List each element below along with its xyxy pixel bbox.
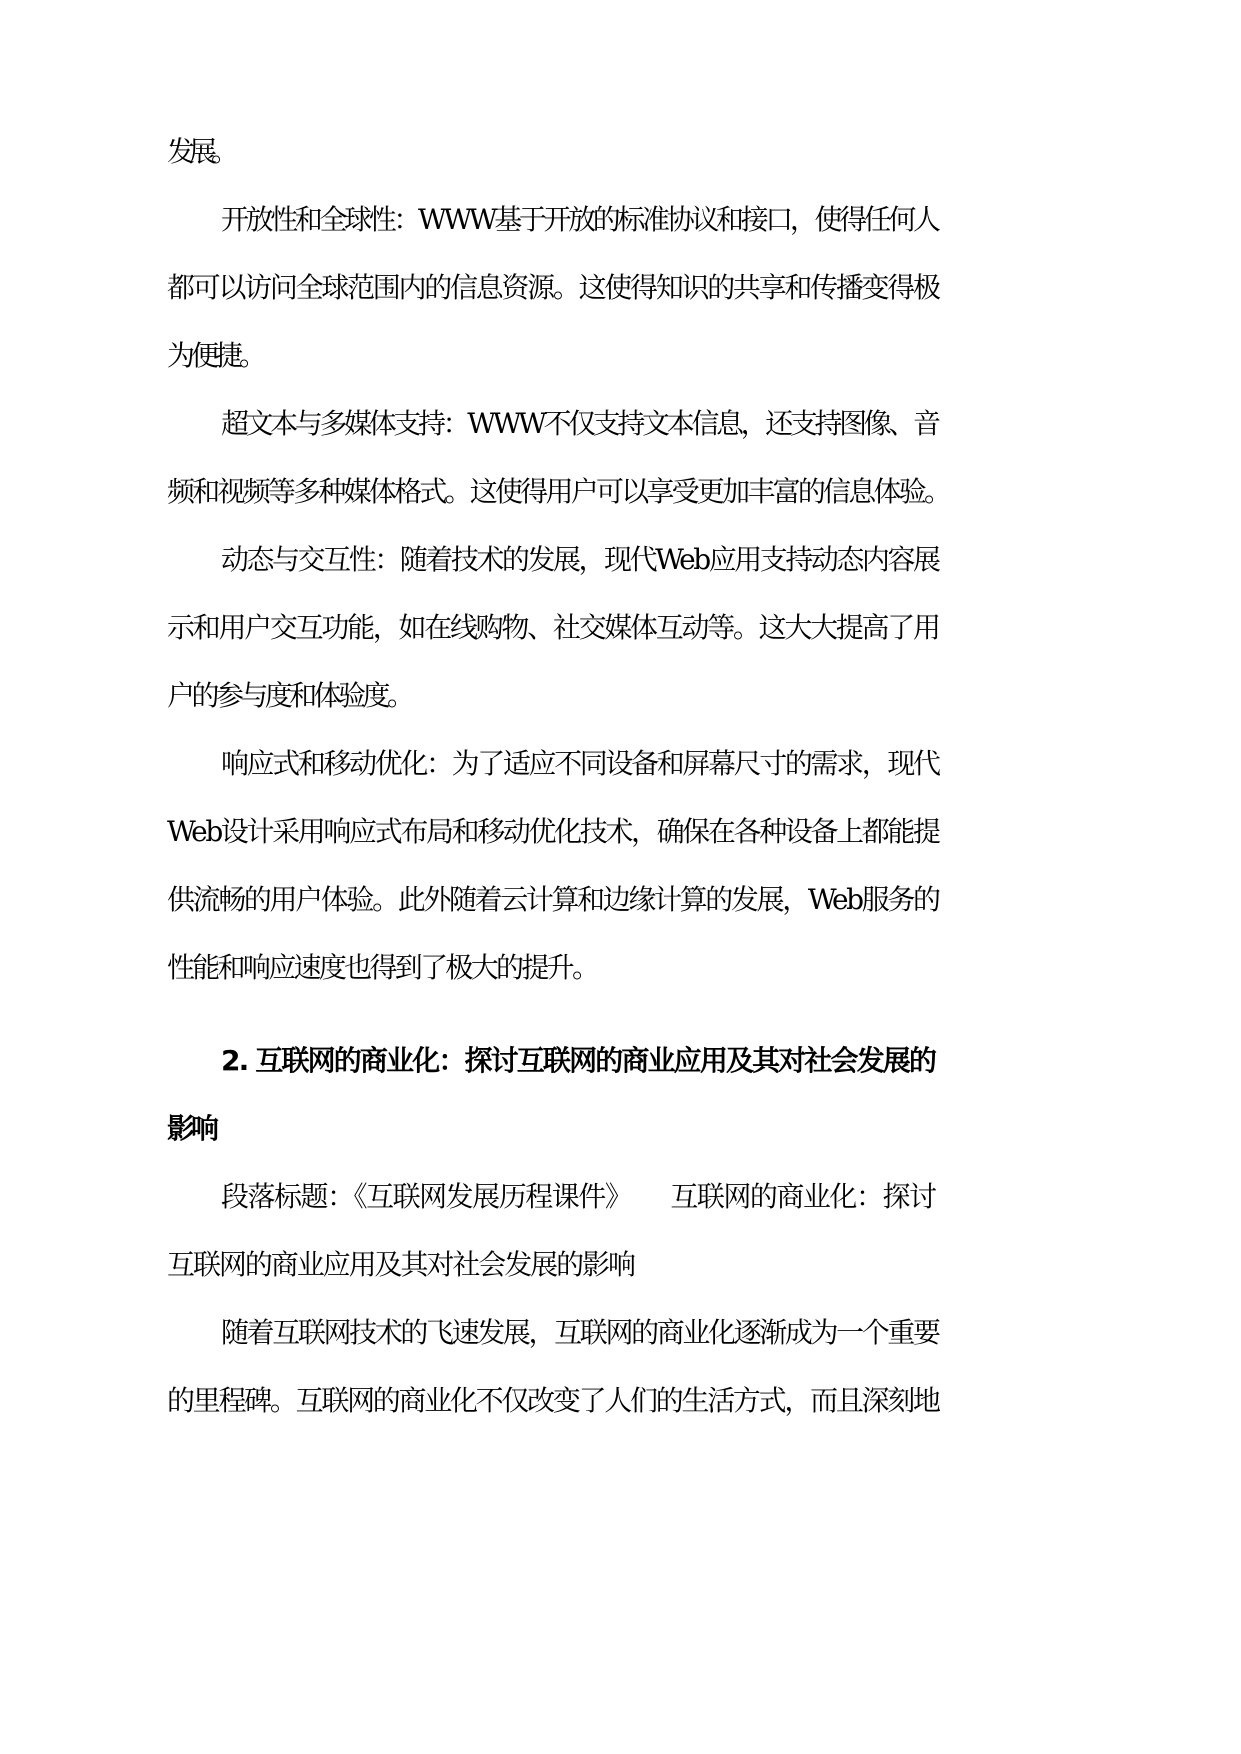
text-line: 供流畅的用户体验。此外随着云计算和边缘计算的发展，Web服务的 [167,883,939,916]
text-line: Web设计采用响应式布局和移动优化技术，确保在各种设备上都能提 [167,815,939,848]
text-line: 的里程碑。互联网的商业化不仅改变了人们的生活方式，而且深刻地 [167,1384,939,1417]
paragraph-first-line: 随着互联网技术的飞速发展，互联网的商业化逐渐成为一个重要 [221,1316,939,1349]
text-line: 都可以访问全球范围内的信息资源。这使得知识的共享和传播变得极 [167,271,939,304]
section-heading-continued: 影响 [167,1112,215,1145]
text-line: 户的参与度和体验度。 [167,679,412,712]
text-line: 为便捷。 [167,339,263,372]
paragraph-first-line: 开放性和全球性：WWW基于开放的标准协议和接口，使得任何人 [221,203,938,236]
section-heading: 2. 互联网的商业化：探讨互联网的商业应用及其对社会发展的 [221,1044,936,1077]
text-line: 示和用户交互功能，如在线购物、社交媒体互动等。这大大提高了用 [167,611,939,644]
paragraph-first-line: 响应式和移动优化：为了适应不同设备和屏幕尺寸的需求，现代 [221,747,939,780]
text-line: 发展。 [167,135,234,168]
text-line: 频和视频等多种媒体格式。这使得用户可以享受更加丰富的信息体验。 [167,475,950,508]
paragraph-first-line: 超文本与多媒体支持：WWW不仅支持文本信息，还支持图像、音 [221,407,938,440]
text-line: 性能和响应速度也得到了极大的提升。 [167,951,598,984]
paragraph-title-line: 段落标题：《互联网发展历程课件》 互联网的商业化：探讨 [221,1180,936,1213]
paragraph-first-line: 动态与交互性：随着技术的发展，现代Web应用支持动态内容展 [221,543,939,576]
text-line: 互联网的商业应用及其对社会发展的影响 [167,1248,634,1281]
